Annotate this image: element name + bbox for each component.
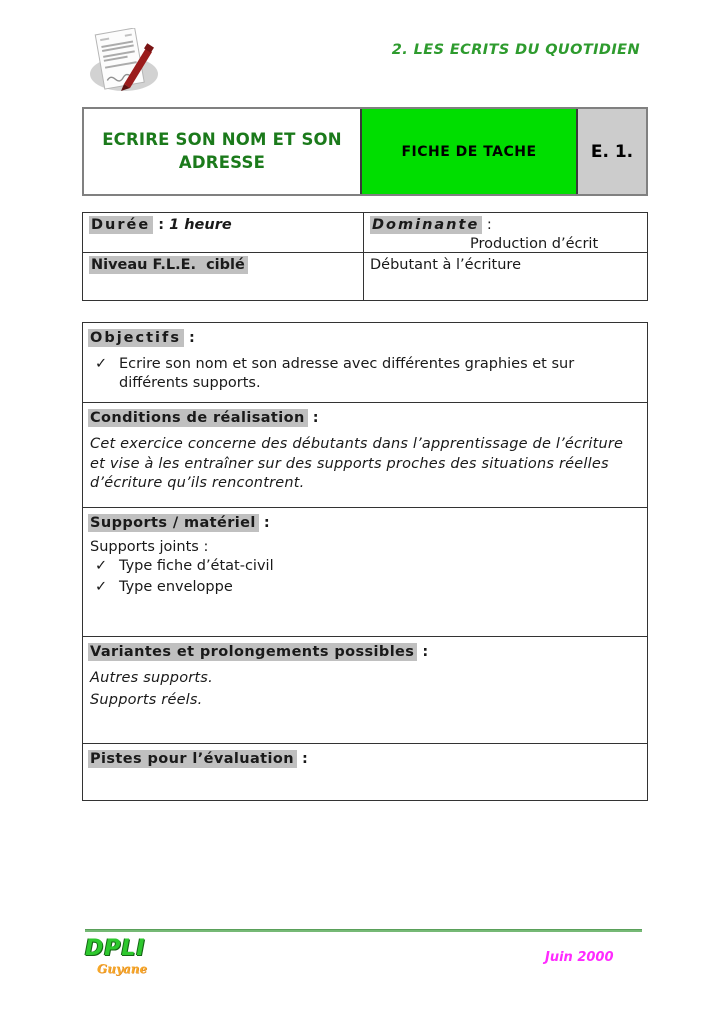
variantes-label-row (88, 644, 639, 660)
objectifs-item-text: Ecrire son nom et son adresse avec différentes graphies et sur différents supports. (119, 356, 575, 391)
dpli-logo-subtitle: Guyane (97, 962, 148, 976)
section-objectifs (83, 323, 647, 403)
sheet-type-label: FICHE DE TACHE (362, 109, 578, 194)
supports-item-2-text: Type enveloppe (119, 578, 233, 595)
supports-label-row (88, 515, 639, 531)
main-sections-box (82, 322, 648, 801)
supports-item-1 (88, 557, 639, 576)
dominante-cell (364, 213, 647, 253)
supports-colon: : (258, 515, 270, 531)
objectifs-item (88, 355, 639, 393)
pistes-label-row (88, 751, 639, 767)
document-pen-icon-svg (82, 28, 166, 100)
variantes-line-2: Supports réels. (90, 691, 203, 708)
section-supports (83, 508, 647, 637)
sheet-title: ECRIRE SON NOM ET SON ADRESSE (84, 109, 362, 194)
level-value: Débutant à l’écriture (370, 257, 521, 273)
footer-date: Juin 2000 (545, 950, 614, 965)
level-cell (83, 253, 364, 300)
check-icon: ✓ (95, 558, 108, 574)
section-conditions (83, 403, 647, 508)
document-pen-icon (82, 28, 166, 100)
conditions-label-row (88, 410, 639, 426)
conditions-label: Conditions de réalisation (88, 409, 308, 427)
duration-cell (83, 213, 364, 253)
supports-item-2 (88, 578, 639, 597)
check-icon: ✓ (95, 578, 108, 595)
chapter-header: 2. LES ECRITS DU QUOTIDIEN (391, 42, 640, 58)
dominante-value: Production d’écrit (470, 236, 599, 252)
section-variantes (83, 637, 647, 744)
dpli-logo: DPLI (85, 936, 146, 961)
dominante-separator: : (482, 217, 492, 233)
section-pistes (83, 744, 647, 800)
conditions-text: Cet exercice concerne des débutants dans l’apprentissage de l’écriture et vise à les entraîner sur des supports proches des situations réelles d’écriture qu’ils rencontrent. (90, 436, 624, 492)
pistes-colon: : (296, 751, 308, 767)
level-label: Niveau F.L.E. ciblé (89, 256, 248, 274)
variantes-line-1: Autres supports. (90, 670, 213, 686)
sheet-code: E. 1. (578, 109, 646, 194)
variantes-colon: : (417, 644, 429, 660)
duration-value: 1 heure (169, 217, 232, 233)
pistes-label: Pistes pour l’évaluation (88, 750, 297, 768)
supports-label: Supports / matériel (88, 514, 259, 532)
header-table (82, 107, 648, 196)
duration-separator: : (153, 217, 170, 233)
conditions-colon: : (307, 410, 319, 426)
info-table (82, 212, 648, 301)
duration-label: Durée (89, 216, 153, 234)
supports-intro: Supports joints : (90, 539, 209, 555)
variantes-label: Variantes et prolongements possibles (88, 643, 417, 661)
check-icon: ✓ (95, 356, 108, 372)
footer-divider (85, 929, 642, 932)
supports-item-1-text: Type fiche d’état-civil (119, 558, 274, 574)
objectifs-label-row (88, 330, 639, 346)
dominante-label: Dominante (370, 216, 482, 234)
objectifs-colon: : (183, 330, 195, 346)
objectifs-label: Objectifs (88, 329, 184, 347)
